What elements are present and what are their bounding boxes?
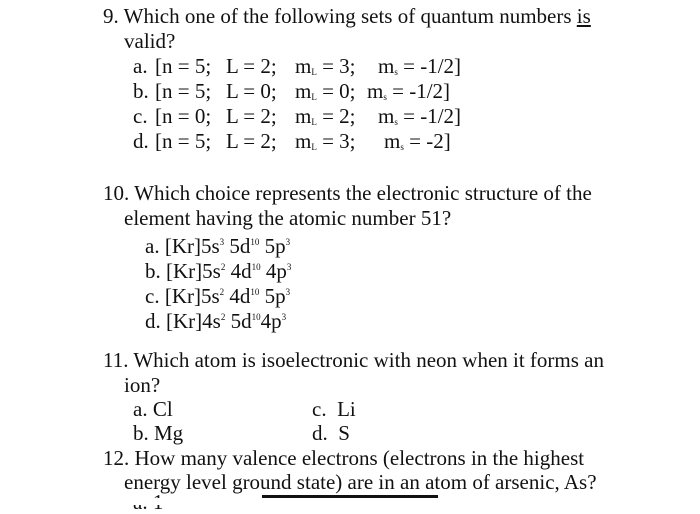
q11-option-b: b. Mg: [133, 421, 184, 445]
page-crop: [0, 498, 700, 505]
q10-stem-text: Which choice represents the electronic structure of the: [134, 181, 592, 205]
q10-option-c: c. $[Kr]5s^2$ $4d^{10}$ $5p^3$: [145, 284, 291, 308]
q9-option-n: [n = 5;: [155, 129, 212, 153]
cropped-divider-line: [262, 495, 438, 498]
q9-option-letter: c.: [133, 104, 148, 128]
q9-option-ml: $m_L = 0$;: [295, 79, 356, 103]
q10-stem-line1: [103, 181, 592, 205]
q11-stem-line2: ion?: [124, 373, 161, 397]
q9-option-ml: $m_L = 2$;: [295, 104, 356, 128]
q12-stem-text: How many valence electrons (electrons in the highest: [134, 446, 585, 470]
q11-number: 11.: [103, 348, 129, 372]
q11-option-c: c. Li: [312, 397, 356, 421]
q10-option-b: b. $[Kr]5s^2$ $4d^{10}$ $4p^3$: [145, 259, 292, 283]
q11-option-d: d. S: [312, 421, 350, 445]
q11-option-a: a. Cl: [133, 397, 173, 421]
q10-option-d: d. $[Kr]4s^2$ $5d^{10}4p^3$: [145, 309, 287, 333]
q9-option-ms: $m_s = -1/2$]: [378, 54, 462, 78]
q9-stem-line2: valid?: [124, 29, 176, 53]
q9-number: 9.: [103, 4, 119, 28]
q9-option-letter: b.: [133, 79, 149, 103]
q11-stem-line1: [103, 348, 604, 372]
q9-option-ms: $m_s = -1/2$]: [367, 79, 451, 103]
q9-option-ml: $m_L = 3$;: [295, 54, 356, 78]
q9-option-L: L = 2;: [226, 54, 277, 78]
q9-stem-text: Which one of the following sets of quantum numbers: [123, 4, 572, 28]
q9-option-letter: d.: [133, 129, 149, 153]
q9-option-letter: a.: [133, 54, 148, 78]
q10-number: 10.: [103, 181, 130, 205]
q9-option-n: [n = 0;: [155, 104, 212, 128]
q12-number: 12.: [103, 446, 130, 470]
q10-option-a: a. $[Kr]5s^3$ $5d^{10}$ $5p^3$: [145, 234, 291, 258]
q12-stem-line1: [103, 446, 584, 470]
q9-option-n: [n = 5;: [155, 79, 212, 103]
q9-stem-underlined: is: [576, 4, 591, 28]
q12-stem-line2: energy level ground state) are in an atom of arsenic, As?: [124, 470, 597, 494]
q9-stem-line1: [103, 4, 591, 28]
q10-stem-line2: element having the atomic number 51?: [124, 206, 452, 230]
q9-option-ms: $m_s = -2$]: [384, 129, 451, 153]
q9-option-L: L = 2;: [226, 104, 277, 128]
q9-option-ml: $m_L = 3$;: [295, 129, 356, 153]
q9-option-ms: $m_s = -1/2$]: [378, 104, 462, 128]
q9-option-n: [n = 5;: [155, 54, 212, 78]
q9-option-L: L = 2;: [226, 129, 277, 153]
q9-option-L: L = 0;: [226, 79, 277, 103]
q11-stem-text: Which atom is isoelectronic with neon when it forms an: [133, 348, 604, 372]
